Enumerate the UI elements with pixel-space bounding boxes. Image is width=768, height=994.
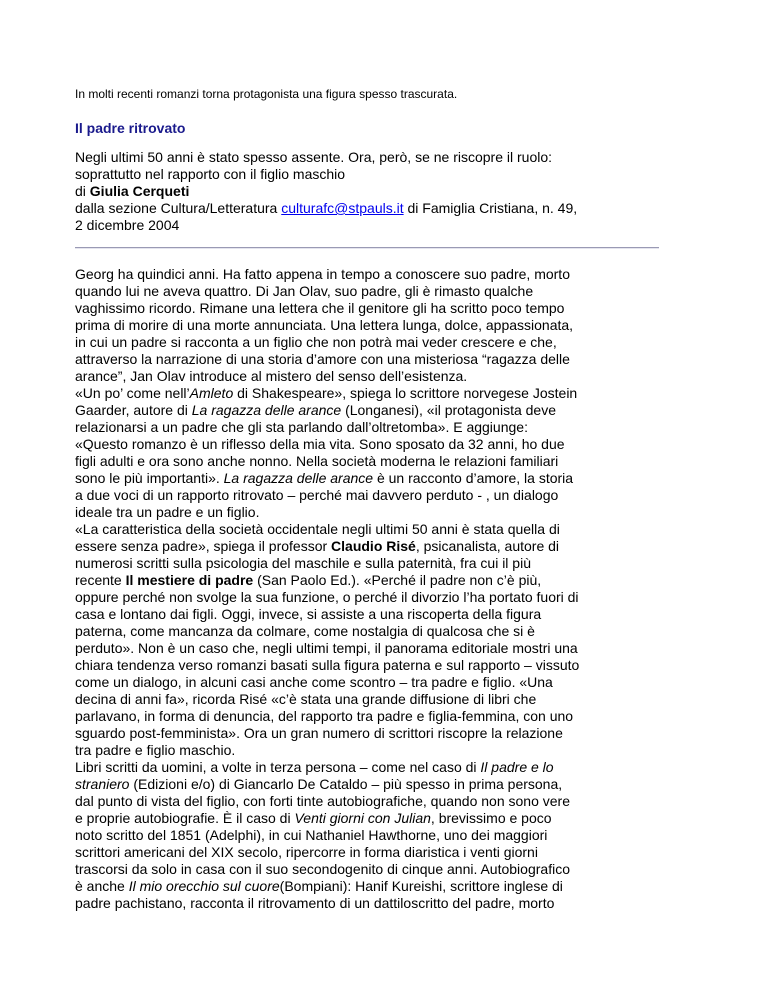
article-body: [75, 266, 675, 912]
body-line: noto scritto del 1851 (Adelphi), in cui Nathaniel Hawthorne, uno dei maggiori: [75, 827, 548, 843]
body-line: a due voci di un rapporto ritrovato – perché mai davvero perduto - , un dialogo: [75, 487, 559, 503]
body-line: ideale tra un padre e un figlio.: [75, 504, 260, 520]
book-title: straniero: [75, 776, 130, 792]
subtitle-line-1: Negli ultimi 50 anni è stato spesso assente. Ora, però, se ne riscopre il ruolo:: [75, 149, 553, 165]
book-title: Venti giorni con Julian: [294, 810, 431, 826]
book-title: Il mio orecchio sul cuore: [128, 878, 280, 894]
body-line: figli adulti e ora sono anche nonno. Nella società moderna le relazioni familiari: [75, 453, 559, 469]
body-line: essere senza padre», spiega il professor Claudio Risé, psicanalista, autore di: [75, 538, 560, 554]
source-info: [75, 200, 675, 234]
body-line: Libri scritti da uomini, a volte in terza persona – come nel caso di Il padre e lo: [75, 759, 554, 775]
body-line: dal punto di vista del figlio, con forti tinte autobiografiche, quando non sono vere: [75, 793, 570, 809]
body-line: straniero (Edizioni e/o) di Giancarlo De Cataldo – più spesso in prima persona,: [75, 776, 563, 792]
article-title: Il padre ritrovato: [75, 120, 186, 136]
body-line: oppure perché non svolge la sua funzione, o perché il divorzio l’ha portato fuori di: [75, 589, 579, 605]
body-line: vaghissimo ricordo. Rimane una lettera che il genitore gli ha scritto poco tempo: [75, 300, 565, 316]
intro-line: In molti recenti romanzi torna protagonista una figura spesso trascurata.: [75, 87, 458, 101]
book-title: Il mestiere di padre: [125, 572, 254, 588]
byline: [75, 183, 675, 200]
book-title: Il padre e lo: [480, 759, 554, 775]
body-line: tra padre e figlio maschio.: [75, 742, 236, 758]
body-line: chiara tendenza verso romanzi basati sulla figura paterna e sul rapporto – vissuto: [75, 657, 580, 673]
subtitle-line-2: soprattutto nel rapporto con il figlio maschio: [75, 166, 346, 182]
person-name: Claudio Risé: [331, 538, 416, 554]
body-line: decina di anni fa», ricorda Risé «c’è stata una grande diffusione di libri che: [75, 691, 537, 707]
article-subtitle: [75, 149, 675, 200]
body-line: come un dialogo, in alcuni casi anche come scontro – tra padre e figlio. «Una: [75, 674, 553, 690]
body-line: perduto». Non è un caso che, negli ultimi tempi, il panorama editoriale mostri una: [75, 640, 578, 656]
body-line: è anche Il mio orecchio sul cuore(Bompiani): Hanif Kureishi, scrittore inglese di: [75, 878, 563, 894]
body-line: arance”, Jan Olav introduce al mistero del senso dell’esistenza.: [75, 368, 468, 384]
body-line: «Questo romanzo è un riflesso della mia vita. Sono sposato da 32 anni, ho due: [75, 436, 565, 452]
body-line: Gaarder, autore di La ragazza delle arance (Longanesi), «il protagonista deve: [75, 402, 556, 418]
body-line: prima di morire di una morte annunciata. Una lettera lunga, dolce, appassionata,: [75, 317, 574, 333]
source-line-1: [75, 200, 675, 217]
body-line: sono le più importanti». La ragazza delle arance è un racconto d’amore, la storia: [75, 470, 574, 486]
body-line: quando lui ne aveva quattro. Di Jan Olav, suo padre, gli è rimasto qualche: [75, 283, 534, 299]
body-line: attraverso la narrazione di una storia d’amore con una misteriosa “ragazza delle: [75, 351, 570, 367]
body-line: e proprie autobiografie. È il caso di Venti giorni con Julian, brevissimo e poco: [75, 810, 552, 826]
book-title: La ragazza delle arance: [223, 470, 374, 486]
body-line: trascorsi da solo in casa con il suo secondogenito di cinque anni. Autobiografico: [75, 861, 570, 877]
body-line: paterna, come mancanza da colmare, come nostalgia di qualcosa che si è: [75, 623, 535, 639]
body-line: casa e lontano dai figli. Oggi, invece, si assiste a una riscoperta della figura: [75, 606, 542, 622]
body-line: scrittori americani del XIX secolo, ripercorre in forma diaristica i venti giorni: [75, 844, 538, 860]
body-line: sguardo post-femminista». Ora un gran numero di scrittori riscopre la relazione: [75, 725, 563, 741]
horizontal-divider: [75, 247, 659, 249]
body-line: recente Il mestiere di padre (San Paolo Ed.). «Perché il padre non c’è più,: [75, 572, 542, 588]
source-prefix: dalla sezione Cultura/Letteratura: [75, 200, 282, 216]
byline-prefix: di: [75, 183, 90, 199]
body-line: in cui un padre si racconta a un figlio che non potrà mai veder crescere e che,: [75, 334, 557, 350]
body-line: «La caratteristica della società occidentale negli ultimi 50 anni è stata quella di: [75, 521, 560, 537]
body-line: padre pachistano, racconta il ritrovamento di un dattiloscritto del padre, morto: [75, 895, 555, 911]
body-line: Georg ha quindici anni. Ha fatto appena in tempo a conoscere suo padre, morto: [75, 266, 570, 282]
body-line: relazionarsi a un padre che gli sta parlando dall’oltretomba». E aggiunge:: [75, 419, 528, 435]
source-suffix: di Famiglia Cristiana, n. 49,: [403, 200, 578, 216]
body-line: «Un po’ come nell’Amleto di Shakespeare», spiega lo scrittore norvegese Jostein: [75, 385, 578, 401]
body-line: numerosi scritti sulla psicologia del maschile e sulla paternità, fra cui il più: [75, 555, 531, 571]
author-name: Giulia Cerqueti: [89, 183, 190, 199]
source-date: 2 dicembre 2004: [75, 217, 180, 233]
book-title: La ragazza delle arance: [191, 402, 342, 418]
body-line: parlavano, in forma di denuncia, del rapporto tra padre e figlia-femmina, con uno: [75, 708, 574, 724]
book-title: Amleto: [189, 385, 234, 401]
email-link[interactable]: culturafc@stpauls.it: [281, 200, 404, 216]
